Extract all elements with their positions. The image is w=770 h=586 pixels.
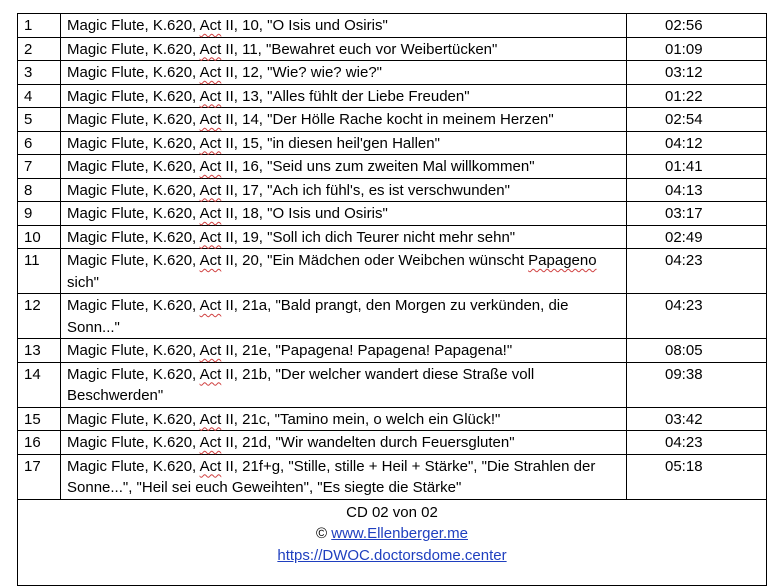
track-title <box>61 339 627 363</box>
track-act: Act <box>199 111 222 128</box>
track-title-rest: II, 21e, "Papagena! Papagena! Papagena!" <box>221 342 513 359</box>
track-title-prefix: Magic Flute, K.620, <box>67 410 200 428</box>
track-title <box>61 249 627 294</box>
copyright-line <box>24 523 760 545</box>
track-title-prefix: Magic Flute, K.620, <box>67 111 200 128</box>
track-title-prefix: Magic Flute, K.620, <box>67 228 200 246</box>
track-title-rest: II, 20, "Ein Mädchen oder Weibchen wünscht <box>221 252 529 269</box>
track-title-rest: II, 11, "Bewahret euch vor Weibertücken" <box>221 40 498 58</box>
track-title-rest: II, 14, "Der Hölle Rache kocht in meinem Herzen" <box>221 111 554 128</box>
website-link[interactable]: www.Ellenberger.me <box>331 525 468 542</box>
track-number: 16 <box>18 431 61 455</box>
track-title-prefix: Magic Flute, K.620, <box>67 365 200 383</box>
track-number: 6 <box>18 131 61 155</box>
track-row <box>18 14 767 38</box>
footer-row <box>18 499 767 585</box>
track-duration: 04:13 <box>627 178 767 202</box>
track-duration: 04:23 <box>627 431 767 455</box>
track-duration: 01:09 <box>627 37 767 61</box>
track-row <box>18 108 767 132</box>
track-row <box>18 339 767 363</box>
cd-label: CD 02 von 02 <box>346 503 438 521</box>
track-title-prefix: Magic Flute, K.620, <box>67 342 200 359</box>
track-title-rest: II, 16, "Seid uns zum zweiten Mal willkommen" <box>221 158 535 175</box>
track-title-prefix: Magic Flute, K.620, <box>67 87 200 105</box>
track-title <box>61 454 627 499</box>
track-duration: 04:12 <box>627 131 767 155</box>
track-number: 10 <box>18 225 61 249</box>
track-title <box>61 407 627 431</box>
track-act: Act <box>199 457 222 475</box>
track-number: 1 <box>18 14 61 38</box>
track-duration: 04:23 <box>627 249 767 294</box>
track-papageno: Papageno <box>528 252 597 269</box>
track-title <box>61 131 627 155</box>
track-number: 15 <box>18 407 61 431</box>
track-act: Act <box>199 64 222 81</box>
track-table <box>17 13 767 586</box>
track-number: 11 <box>18 249 61 294</box>
track-duration: 05:18 <box>627 454 767 499</box>
track-title <box>61 431 627 455</box>
track-number: 3 <box>18 61 61 85</box>
track-number: 8 <box>18 178 61 202</box>
track-duration: 09:38 <box>627 362 767 407</box>
dwoc-link[interactable]: https://DWOC.doctorsdome.center <box>277 546 507 564</box>
track-number: 5 <box>18 108 61 132</box>
track-title-end: sich" <box>67 273 99 291</box>
track-duration: 08:05 <box>627 339 767 363</box>
track-row <box>18 61 767 85</box>
track-duration: 02:56 <box>627 14 767 38</box>
track-row <box>18 37 767 61</box>
track-title <box>61 294 627 339</box>
track-title-prefix: Magic Flute, K.620, <box>67 252 200 269</box>
track-row <box>18 202 767 226</box>
track-row <box>18 249 767 294</box>
track-number: 17 <box>18 454 61 499</box>
track-title <box>61 84 627 108</box>
track-row <box>18 294 767 339</box>
track-title-rest: II, 21a, "Bald prangt, den Morgen zu verkünden, die Sonn..." <box>67 297 569 336</box>
track-act: Act <box>199 365 222 383</box>
track-act: Act <box>199 134 222 152</box>
track-row <box>18 84 767 108</box>
track-number: 14 <box>18 362 61 407</box>
track-act: Act <box>199 342 222 359</box>
track-act: Act <box>199 40 222 58</box>
track-title-rest: II, 10, "O Isis und Osiris" <box>221 17 388 34</box>
track-row <box>18 131 767 155</box>
track-title-rest: II, 15, "in diesen heil'gen Hallen" <box>221 134 440 152</box>
track-duration: 01:41 <box>627 155 767 179</box>
track-duration: 03:12 <box>627 61 767 85</box>
track-title <box>61 14 627 38</box>
track-title-rest: II, 13, "Alles fühlt der Liebe Freuden" <box>221 87 470 105</box>
track-act: Act <box>199 158 222 175</box>
track-title-prefix: Magic Flute, K.620, <box>67 434 200 451</box>
track-row <box>18 431 767 455</box>
track-title-prefix: Magic Flute, K.620, <box>67 181 200 199</box>
track-act: Act <box>199 181 222 199</box>
track-title-prefix: Magic Flute, K.620, <box>67 17 200 34</box>
track-row <box>18 454 767 499</box>
track-row <box>18 225 767 249</box>
track-title-rest: II, 18, "O Isis und Osiris" <box>221 205 388 222</box>
track-act: Act <box>199 228 222 246</box>
track-number: 12 <box>18 294 61 339</box>
track-title-prefix: Magic Flute, K.620, <box>67 297 200 314</box>
track-duration: 03:17 <box>627 202 767 226</box>
track-title-rest: II, 21c, "Tamino mein, o welch ein Glück!" <box>221 410 501 428</box>
track-act: Act <box>199 205 222 222</box>
track-title-rest: II, 17, "Ach ich fühl's, es ist verschwunden" <box>221 181 510 199</box>
track-title-rest: II, 21f+g, "Stille, stille + Heil + Stärke", "Die Strahlen der Sonne...", "Heil sei euch Geweihten", "Es siegte die Stärke" <box>67 457 596 496</box>
track-title-prefix: Magic Flute, K.620, <box>67 158 200 175</box>
copyright-symbol: © <box>316 525 332 542</box>
track-title <box>61 108 627 132</box>
track-title-prefix: Magic Flute, K.620, <box>67 64 200 81</box>
track-title <box>61 225 627 249</box>
track-title <box>61 362 627 407</box>
footer-cell <box>18 499 767 585</box>
track-title-prefix: Magic Flute, K.620, <box>67 205 200 222</box>
track-title-rest: II, 12, "Wie? wie? wie?" <box>221 64 382 81</box>
track-row <box>18 155 767 179</box>
track-title <box>61 155 627 179</box>
track-title-rest: II, 21b, "Der welcher wandert diese Straße voll Beschwerden" <box>67 365 535 404</box>
track-number: 7 <box>18 155 61 179</box>
track-row <box>18 407 767 431</box>
track-duration: 03:42 <box>627 407 767 431</box>
track-act: Act <box>199 297 222 314</box>
track-act: Act <box>199 410 222 428</box>
track-act: Act <box>199 87 222 105</box>
track-act: Act <box>199 434 222 451</box>
track-title-rest: II, 19, "Soll ich dich Teurer nicht mehr sehn" <box>221 228 516 246</box>
track-title-prefix: Magic Flute, K.620, <box>67 40 200 58</box>
track-row <box>18 362 767 407</box>
track-title-rest: II, 21d, "Wir wandelten durch Feuersgluten" <box>221 434 515 451</box>
track-number: 9 <box>18 202 61 226</box>
track-act: Act <box>199 252 222 269</box>
track-number: 13 <box>18 339 61 363</box>
track-title <box>61 61 627 85</box>
track-number: 2 <box>18 37 61 61</box>
track-title <box>61 37 627 61</box>
track-title <box>61 202 627 226</box>
track-title <box>61 178 627 202</box>
track-duration: 04:23 <box>627 294 767 339</box>
track-duration: 02:54 <box>627 108 767 132</box>
track-duration: 02:49 <box>627 225 767 249</box>
track-duration: 01:22 <box>627 84 767 108</box>
track-act: Act <box>199 17 222 34</box>
track-row <box>18 178 767 202</box>
track-title-prefix: Magic Flute, K.620, <box>67 134 200 152</box>
track-title-prefix: Magic Flute, K.620, <box>67 457 200 475</box>
track-number: 4 <box>18 84 61 108</box>
